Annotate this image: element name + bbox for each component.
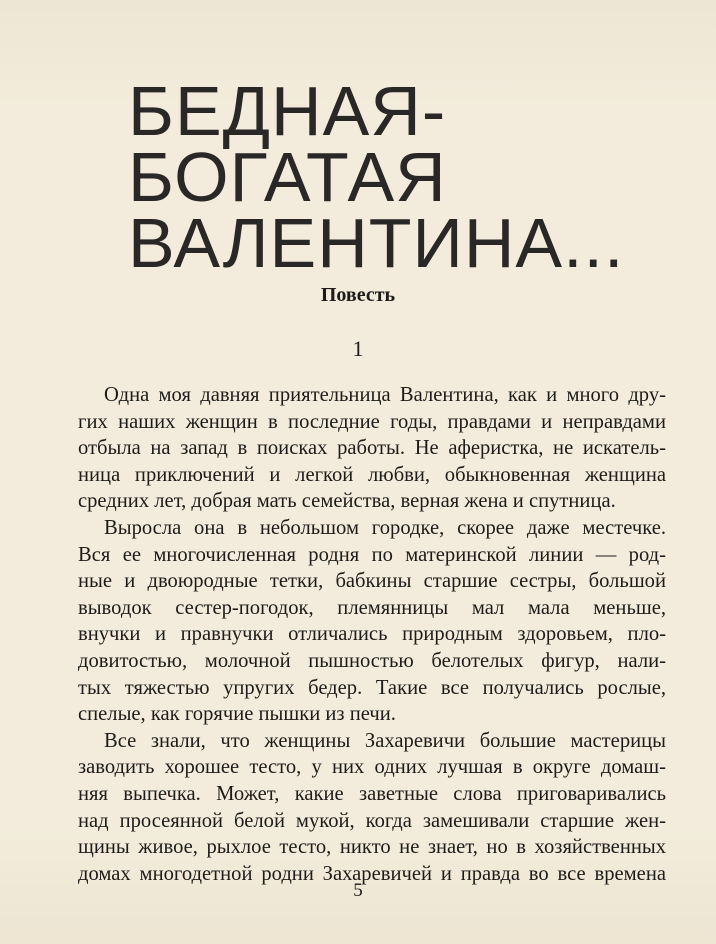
text-line: отбыла на запад в поисках работы. Не аферистка, не искатель- xyxy=(78,437,666,460)
text-line: щины живое, рыхлое тесто, никто не знает, но в хозяйственных xyxy=(78,836,666,859)
text-line: няя выпечка. Может, какие заветные слова приговаривались xyxy=(78,782,666,805)
text-line: спелые, как горячие пышки из печи. xyxy=(78,703,396,726)
text-line: домах многодетной родни Захаревичей и правда во все времена xyxy=(78,862,666,885)
title-line: БОГАТАЯ xyxy=(128,138,447,216)
chapter-number: 1 xyxy=(352,336,364,361)
text-line: внучки и правнучки отличались природным здоровьем, пло- xyxy=(78,623,666,646)
text-line: ные и двоюродные тетки, бабкины старшие сестры, большой xyxy=(78,570,666,593)
text-line: ница приключений и легкой любви, обыкновенная женщина xyxy=(78,463,666,486)
body-text xyxy=(78,382,666,887)
text-line: Все знали, что женщины Захаревичи большие мастерицы xyxy=(104,729,666,752)
text-line: заводить хорошее тесто, у них одних лучшая в округе домаш- xyxy=(78,756,666,779)
title-line: БЕДНАЯ- xyxy=(128,72,447,150)
page-number: 5 xyxy=(353,880,363,901)
text-line: гих наших женщин в последние годы, правдами и неправдами xyxy=(78,410,666,433)
text-line: Вся ее многочисленная родня по материнской линии — род- xyxy=(78,543,666,566)
story-title xyxy=(128,72,648,282)
text-line: средних лет, добрая мать семейства, верная жена и спутница. xyxy=(78,490,616,513)
text-line: Одна моя давняя приятельница Валентина, как и много дру- xyxy=(104,384,666,406)
title-line: ВАЛЕНТИНА... xyxy=(128,204,625,282)
genre-label: Повесть xyxy=(320,284,396,306)
text-line: довитостью, молочной пышностью белотелых фигур, нали- xyxy=(78,649,666,672)
text-line: Выросла она в небольшом городке, скорее даже местечке. xyxy=(104,516,666,539)
text-line: выводок сестер-погодок, племянницы мал мала меньше, xyxy=(78,596,666,619)
text-line: тых тяжестью упругих бедер. Такие все получались рослые, xyxy=(78,676,666,699)
text-line: над просеянной белой мукой, когда замешивали старшие жен- xyxy=(78,809,666,832)
